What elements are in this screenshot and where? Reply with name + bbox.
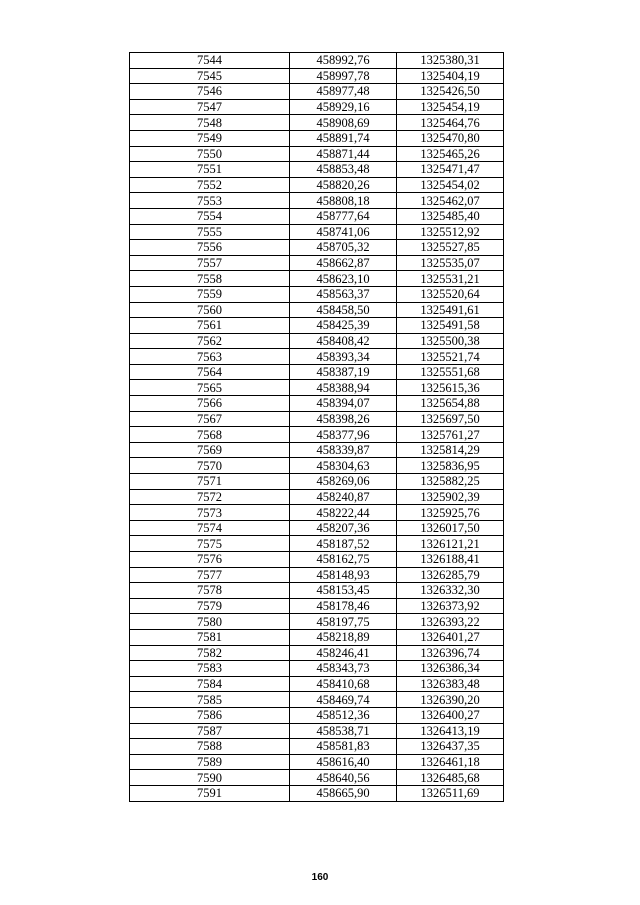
point-number-cell: 7587	[130, 723, 290, 739]
point-number-cell: 7574	[130, 520, 290, 536]
table-row	[130, 99, 504, 115]
table-row	[130, 255, 504, 271]
x-coordinate-cell: 458616,40	[290, 754, 397, 770]
x-coordinate-cell: 458623,10	[290, 271, 397, 287]
y-coordinate-cell: 1326413,19	[397, 723, 504, 739]
y-coordinate-cell: 1325512,92	[397, 224, 504, 240]
x-coordinate-cell: 458997,78	[290, 68, 397, 84]
table-row	[130, 380, 504, 396]
point-number-cell: 7558	[130, 271, 290, 287]
y-coordinate-cell: 1326461,18	[397, 754, 504, 770]
y-coordinate-cell: 1326121,21	[397, 536, 504, 552]
x-coordinate-cell: 458398,26	[290, 411, 397, 427]
table-row	[130, 53, 504, 69]
x-coordinate-cell: 458207,36	[290, 520, 397, 536]
point-number-cell: 7546	[130, 84, 290, 100]
x-coordinate-cell: 458387,19	[290, 364, 397, 380]
table-row	[130, 723, 504, 739]
x-coordinate-cell: 458458,50	[290, 302, 397, 318]
y-coordinate-cell: 1326390,20	[397, 692, 504, 708]
point-number-cell: 7548	[130, 115, 290, 131]
y-coordinate-cell: 1325697,50	[397, 411, 504, 427]
table-row	[130, 427, 504, 443]
y-coordinate-cell: 1326401,27	[397, 629, 504, 645]
y-coordinate-cell: 1325527,85	[397, 240, 504, 256]
x-coordinate-cell: 458640,56	[290, 770, 397, 786]
table-row	[130, 676, 504, 692]
x-coordinate-cell: 458377,96	[290, 427, 397, 443]
x-coordinate-cell: 458777,64	[290, 208, 397, 224]
table-row	[130, 567, 504, 583]
point-number-cell: 7562	[130, 333, 290, 349]
x-coordinate-cell: 458162,75	[290, 552, 397, 568]
point-number-cell: 7582	[130, 645, 290, 661]
y-coordinate-cell: 1326396,74	[397, 645, 504, 661]
table-row	[130, 146, 504, 162]
point-number-cell: 7566	[130, 396, 290, 412]
table-row	[130, 505, 504, 521]
y-coordinate-cell: 1325836,95	[397, 458, 504, 474]
y-coordinate-cell: 1326332,30	[397, 583, 504, 599]
y-coordinate-cell: 1325761,27	[397, 427, 504, 443]
table-row	[130, 271, 504, 287]
table-row	[130, 411, 504, 427]
y-coordinate-cell: 1326373,92	[397, 598, 504, 614]
x-coordinate-cell: 458891,74	[290, 130, 397, 146]
y-coordinate-cell: 1325470,80	[397, 130, 504, 146]
point-number-cell: 7561	[130, 318, 290, 334]
x-coordinate-cell: 458393,34	[290, 349, 397, 365]
point-number-cell: 7554	[130, 208, 290, 224]
x-coordinate-cell: 458705,32	[290, 240, 397, 256]
y-coordinate-cell: 1326017,50	[397, 520, 504, 536]
point-number-cell: 7552	[130, 177, 290, 193]
x-coordinate-cell: 458992,76	[290, 53, 397, 69]
y-coordinate-cell: 1325465,26	[397, 146, 504, 162]
y-coordinate-cell: 1326485,68	[397, 770, 504, 786]
x-coordinate-cell: 458148,93	[290, 567, 397, 583]
table-row	[130, 162, 504, 178]
point-number-cell: 7568	[130, 427, 290, 443]
point-number-cell: 7569	[130, 442, 290, 458]
x-coordinate-cell: 458388,94	[290, 380, 397, 396]
y-coordinate-cell: 1325471,47	[397, 162, 504, 178]
y-coordinate-cell: 1325615,36	[397, 380, 504, 396]
y-coordinate-cell: 1326393,22	[397, 614, 504, 630]
y-coordinate-cell: 1326511,69	[397, 785, 504, 801]
table-row	[130, 364, 504, 380]
y-coordinate-cell: 1326386,34	[397, 661, 504, 677]
table-row	[130, 552, 504, 568]
point-number-cell: 7575	[130, 536, 290, 552]
table-row	[130, 614, 504, 630]
x-coordinate-cell: 458512,36	[290, 707, 397, 723]
point-number-cell: 7580	[130, 614, 290, 630]
table-row	[130, 598, 504, 614]
y-coordinate-cell: 1325535,07	[397, 255, 504, 271]
y-coordinate-cell: 1325521,74	[397, 349, 504, 365]
x-coordinate-cell: 458665,90	[290, 785, 397, 801]
y-coordinate-cell: 1325500,38	[397, 333, 504, 349]
table-row	[130, 396, 504, 412]
x-coordinate-cell: 458871,44	[290, 146, 397, 162]
table-row	[130, 442, 504, 458]
point-number-cell: 7563	[130, 349, 290, 365]
table-row	[130, 489, 504, 505]
point-number-cell: 7585	[130, 692, 290, 708]
y-coordinate-cell: 1326437,35	[397, 739, 504, 755]
table-row	[130, 739, 504, 755]
point-number-cell: 7567	[130, 411, 290, 427]
x-coordinate-cell: 458343,73	[290, 661, 397, 677]
x-coordinate-cell: 458538,71	[290, 723, 397, 739]
table-row	[130, 536, 504, 552]
x-coordinate-cell: 458187,52	[290, 536, 397, 552]
y-coordinate-cell: 1325454,02	[397, 177, 504, 193]
x-coordinate-cell: 458977,48	[290, 84, 397, 100]
point-number-cell: 7545	[130, 68, 290, 84]
x-coordinate-cell: 458929,16	[290, 99, 397, 115]
table-row	[130, 474, 504, 490]
table-row	[130, 661, 504, 677]
x-coordinate-cell: 458853,48	[290, 162, 397, 178]
x-coordinate-cell: 458304,63	[290, 458, 397, 474]
point-number-cell: 7565	[130, 380, 290, 396]
point-number-cell: 7556	[130, 240, 290, 256]
table-row	[130, 84, 504, 100]
table-row	[130, 193, 504, 209]
y-coordinate-cell: 1325925,76	[397, 505, 504, 521]
point-number-cell: 7551	[130, 162, 290, 178]
point-number-cell: 7579	[130, 598, 290, 614]
table-row	[130, 224, 504, 240]
y-coordinate-cell: 1326400,27	[397, 707, 504, 723]
point-number-cell: 7584	[130, 676, 290, 692]
y-coordinate-cell: 1325485,40	[397, 208, 504, 224]
y-coordinate-cell: 1325551,68	[397, 364, 504, 380]
point-number-cell: 7553	[130, 193, 290, 209]
y-coordinate-cell: 1325462,07	[397, 193, 504, 209]
y-coordinate-cell: 1325464,76	[397, 115, 504, 131]
y-coordinate-cell: 1325902,39	[397, 489, 504, 505]
point-number-cell: 7581	[130, 629, 290, 645]
table-row	[130, 177, 504, 193]
x-coordinate-cell: 458808,18	[290, 193, 397, 209]
table-row	[130, 333, 504, 349]
table-row	[130, 645, 504, 661]
x-coordinate-cell: 458394,07	[290, 396, 397, 412]
table-row	[130, 583, 504, 599]
y-coordinate-cell: 1326285,79	[397, 567, 504, 583]
point-number-cell: 7573	[130, 505, 290, 521]
point-number-cell: 7564	[130, 364, 290, 380]
y-coordinate-cell: 1326383,48	[397, 676, 504, 692]
y-coordinate-cell: 1325882,25	[397, 474, 504, 490]
x-coordinate-cell: 458908,69	[290, 115, 397, 131]
point-number-cell: 7559	[130, 286, 290, 302]
point-number-cell: 7583	[130, 661, 290, 677]
x-coordinate-cell: 458269,06	[290, 474, 397, 490]
y-coordinate-cell: 1325380,31	[397, 53, 504, 69]
x-coordinate-cell: 458425,39	[290, 318, 397, 334]
point-number-cell: 7589	[130, 754, 290, 770]
point-number-cell: 7544	[130, 53, 290, 69]
y-coordinate-cell: 1325426,50	[397, 84, 504, 100]
x-coordinate-cell: 458469,74	[290, 692, 397, 708]
y-coordinate-cell: 1325531,21	[397, 271, 504, 287]
table-row	[130, 785, 504, 801]
point-number-cell: 7557	[130, 255, 290, 271]
point-number-cell: 7571	[130, 474, 290, 490]
y-coordinate-cell: 1325520,64	[397, 286, 504, 302]
y-coordinate-cell: 1325491,58	[397, 318, 504, 334]
point-number-cell: 7588	[130, 739, 290, 755]
x-coordinate-cell: 458741,06	[290, 224, 397, 240]
point-number-cell: 7576	[130, 552, 290, 568]
table-row	[130, 458, 504, 474]
point-number-cell: 7586	[130, 707, 290, 723]
point-number-cell: 7560	[130, 302, 290, 318]
page-number: 160	[311, 872, 329, 883]
y-coordinate-cell: 1325454,19	[397, 99, 504, 115]
point-number-cell: 7578	[130, 583, 290, 599]
table-row	[130, 754, 504, 770]
x-coordinate-cell: 458197,75	[290, 614, 397, 630]
point-number-cell: 7550	[130, 146, 290, 162]
x-coordinate-cell: 458153,45	[290, 583, 397, 599]
coordinates-table	[129, 52, 504, 802]
x-coordinate-cell: 458240,87	[290, 489, 397, 505]
x-coordinate-cell: 458820,26	[290, 177, 397, 193]
x-coordinate-cell: 458222,44	[290, 505, 397, 521]
table-row	[130, 629, 504, 645]
table-row	[130, 240, 504, 256]
y-coordinate-cell: 1325814,29	[397, 442, 504, 458]
x-coordinate-cell: 458410,68	[290, 676, 397, 692]
x-coordinate-cell: 458246,41	[290, 645, 397, 661]
point-number-cell: 7570	[130, 458, 290, 474]
table-row	[130, 68, 504, 84]
y-coordinate-cell: 1326188,41	[397, 552, 504, 568]
x-coordinate-cell: 458581,83	[290, 739, 397, 755]
x-coordinate-cell: 458662,87	[290, 255, 397, 271]
table-row	[130, 520, 504, 536]
y-coordinate-cell: 1325491,61	[397, 302, 504, 318]
table-row	[130, 349, 504, 365]
point-number-cell: 7547	[130, 99, 290, 115]
x-coordinate-cell: 458218,89	[290, 629, 397, 645]
x-coordinate-cell: 458339,87	[290, 442, 397, 458]
table-row	[130, 318, 504, 334]
table-row	[130, 302, 504, 318]
point-number-cell: 7591	[130, 785, 290, 801]
x-coordinate-cell: 458178,46	[290, 598, 397, 614]
table-row	[130, 707, 504, 723]
table-row	[130, 692, 504, 708]
x-coordinate-cell: 458408,42	[290, 333, 397, 349]
point-number-cell: 7577	[130, 567, 290, 583]
table-row	[130, 286, 504, 302]
point-number-cell: 7572	[130, 489, 290, 505]
point-number-cell: 7555	[130, 224, 290, 240]
table-row	[130, 208, 504, 224]
point-number-cell: 7549	[130, 130, 290, 146]
table-row	[130, 770, 504, 786]
x-coordinate-cell: 458563,37	[290, 286, 397, 302]
point-number-cell: 7590	[130, 770, 290, 786]
y-coordinate-cell: 1325404,19	[397, 68, 504, 84]
y-coordinate-cell: 1325654,88	[397, 396, 504, 412]
coordinates-table-body	[130, 53, 504, 802]
table-row	[130, 130, 504, 146]
table-row	[130, 115, 504, 131]
